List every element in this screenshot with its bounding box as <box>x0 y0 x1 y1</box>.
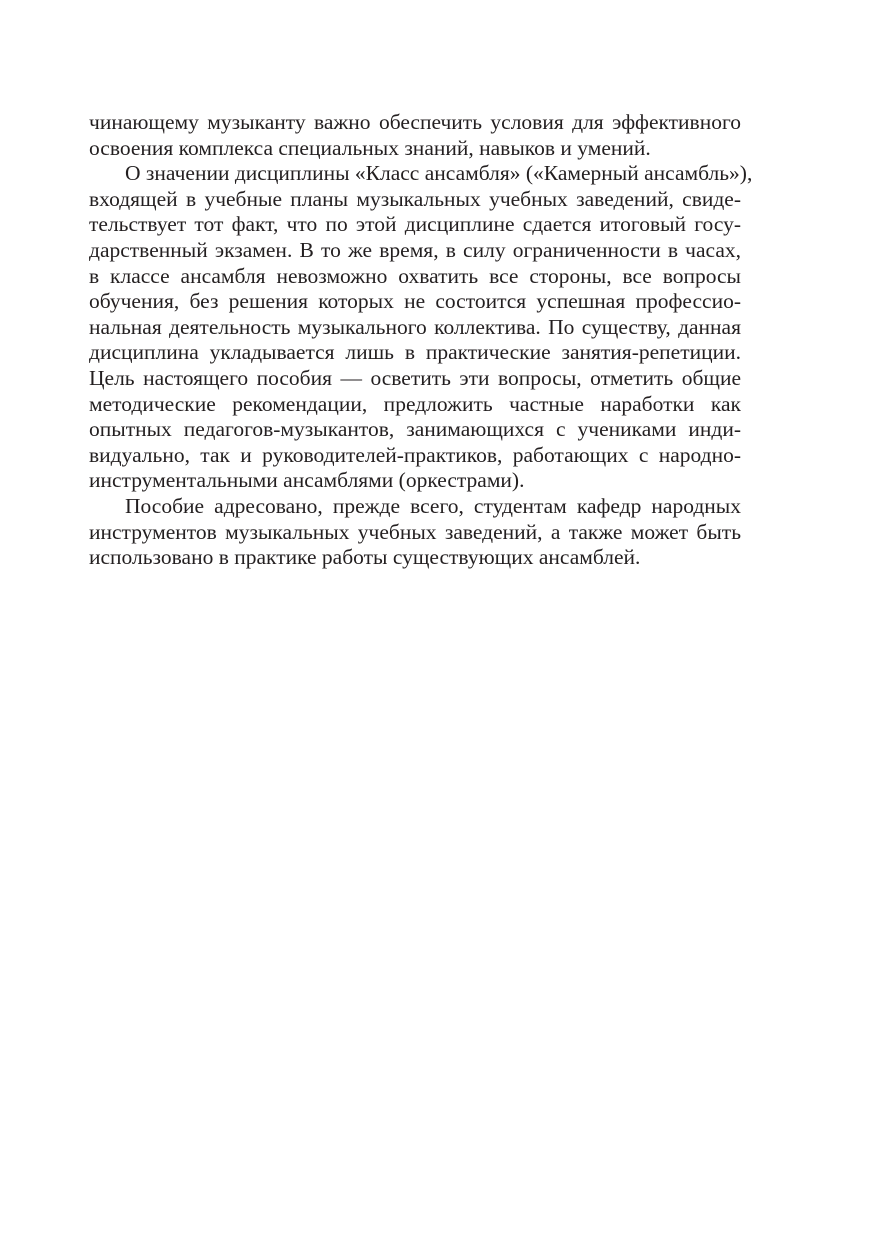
text-line: инструментальными ансамблями (оркестрами). <box>89 468 525 493</box>
text-line: опытных педагогов-музыкантов, занимающихся с учениками инди- <box>89 417 741 442</box>
text-line: дарственный экзамен. В то же время, в силу ограниченности в часах, <box>89 237 741 262</box>
text-line: видуально, так и руководителей-практиков, работающих с народно- <box>89 442 741 467</box>
text-line: обучения, без решения которых не состоится успешная профессио- <box>89 289 741 314</box>
text-line: дисциплина укладывается лишь в практические занятия-репетиции. <box>89 340 741 365</box>
paragraph-3 <box>89 494 741 571</box>
text-line: входящей в учебные планы музыкальных учебных заведений, свиде- <box>89 186 741 211</box>
paragraph-1 <box>89 110 741 161</box>
paragraph-2 <box>89 161 753 494</box>
text-line: Цель настоящего пособия — осветить эти вопросы, отметить общие <box>89 365 741 390</box>
text-line: Пособие адресовано, прежде всего, студентам кафедр народных <box>125 493 741 518</box>
text-line: тельствует тот факт, что по этой дисциплине сдается итоговый госу- <box>89 212 741 237</box>
text-line: нальная деятельность музыкального коллектива. По существу, данная <box>89 314 741 339</box>
text-line: чинающему музыканту важно обеспечить условия для эффективного <box>89 110 741 134</box>
text-line: методические рекомендации, предложить частные наработки как <box>89 391 741 416</box>
text-line: использовано в практике работы существующих ансамблей. <box>89 545 641 570</box>
text-line: О значении дисциплины «Класс ансамбля» («Камерный ансамбль»), <box>125 161 753 186</box>
page-text <box>89 110 753 571</box>
text-line: инструментов музыкальных учебных заведений, а также может быть <box>89 519 741 544</box>
text-line: в классе ансамбля невозможно охватить все стороны, все вопросы <box>89 263 741 288</box>
text-line: освоения комплекса специальных знаний, навыков и умений. <box>89 135 651 160</box>
